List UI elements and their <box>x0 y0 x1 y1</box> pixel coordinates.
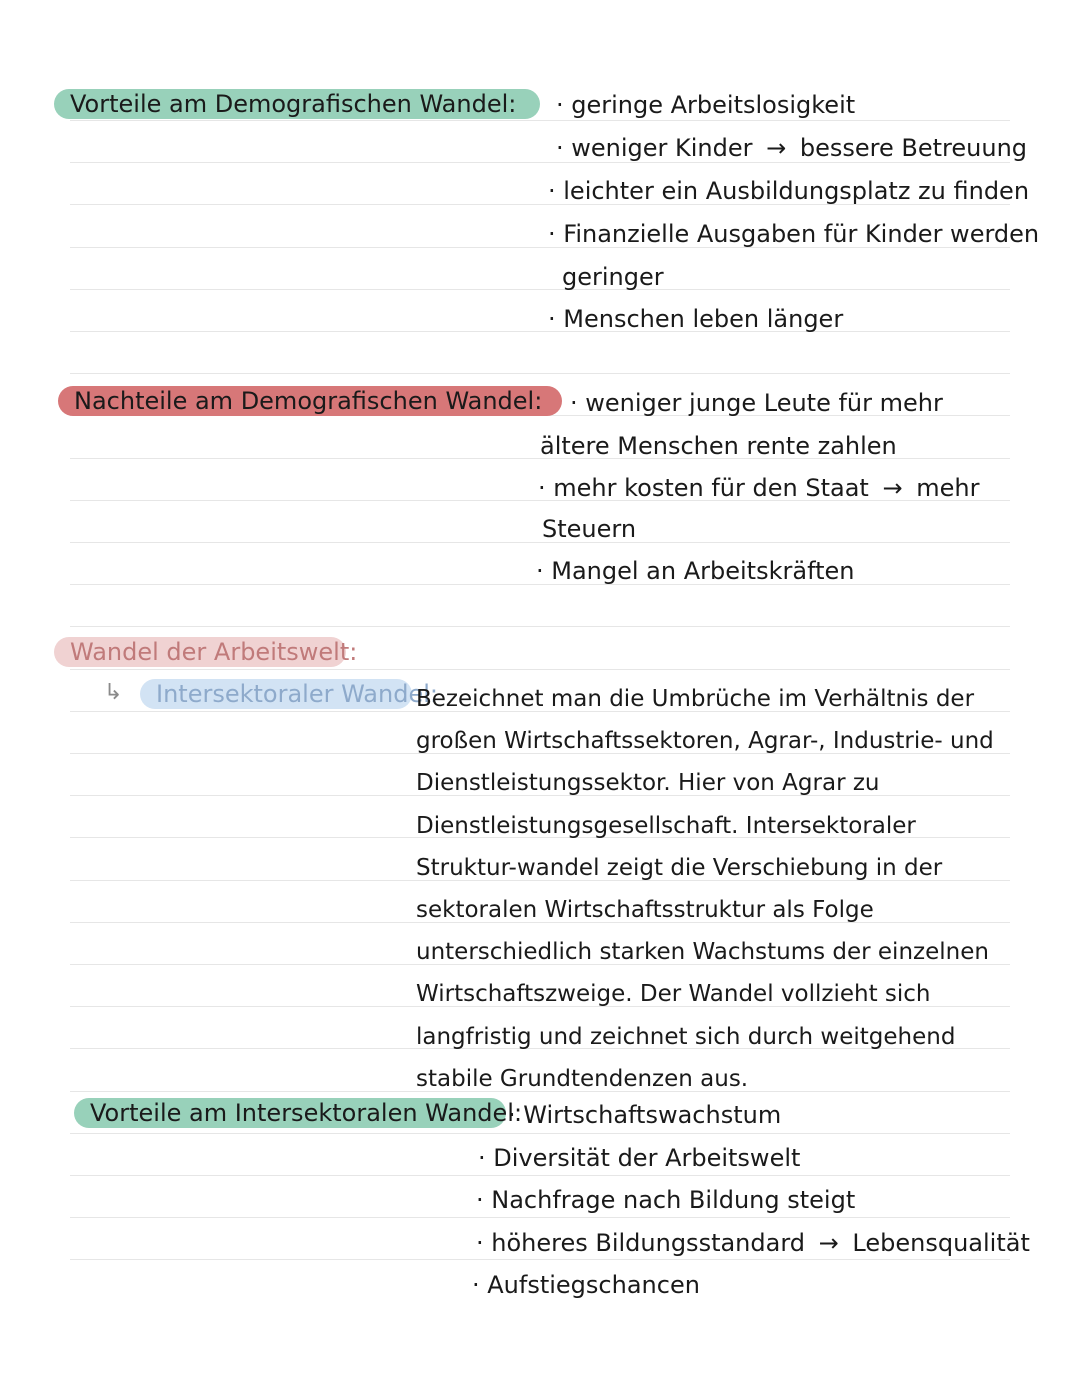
list-item-text: mehr <box>916 474 980 502</box>
list-item-text: · mehr kosten für den Staat <box>538 474 869 502</box>
list-item: Steuern <box>542 515 637 543</box>
list-item: · weniger junge Leute für mehr <box>570 389 943 417</box>
heading-intersektoral-vorteile: Vorteile am Intersektoralen Wandel: <box>74 1098 506 1128</box>
list-item-text: bessere Betreuung <box>799 134 1028 162</box>
arrow-right-icon: → <box>766 134 787 162</box>
list-item <box>556 133 1027 163</box>
ruled-line <box>70 331 1010 332</box>
ruled-line <box>70 120 1010 121</box>
list-item: · Diversität der Arbeitswelt <box>478 1144 801 1172</box>
list-item: · Wirtschaftswachstum <box>508 1101 782 1129</box>
heading-demografisch-vorteile: Vorteile am Demografischen Wandel: <box>54 89 540 119</box>
ruled-line <box>70 1217 1010 1218</box>
sub-arrow-icon: ↳ <box>104 680 123 705</box>
list-item <box>476 1228 1030 1258</box>
ruled-line <box>70 373 1010 374</box>
list-item <box>538 473 979 503</box>
heading-wandel-arbeitswelt: Wandel der Arbeitswelt: <box>54 637 346 667</box>
list-item: ältere Menschen rente zahlen <box>540 432 897 460</box>
list-item-text: Lebensqualität <box>852 1229 1030 1257</box>
ruled-line <box>70 289 1010 290</box>
definition-paragraph: Bezeichnet man die Umbrüche im Verhältnis der großen Wirtschaftssektoren, Agrar-, Industrie- und Dienstleistungssektor. Hier von Agrar zu Dienstleistungsgesellschaft. Intersektoraler Struktur-wandel zeigt die Verschiebung in der sektoralen Wirtschaftsstruktur als Folge unterschiedlich starken Wachstums der einzelnen Wirtschaftszweige. Der Wandel vollzieht sich langfristig und zeichnet sich durch weitgehend stabile Grundtendenzen aus. <box>416 686 994 1092</box>
list-item: · leichter ein Ausbildungsplatz zu finden <box>548 177 1030 205</box>
arrow-right-icon: → <box>882 474 903 502</box>
list-item: · Aufstiegschancen <box>472 1271 700 1299</box>
ruled-line <box>70 542 1010 543</box>
list-item-text: · höheres Bildungsstandard <box>476 1229 806 1257</box>
ruled-line <box>70 1133 1010 1134</box>
arrow-right-icon: → <box>818 1229 839 1257</box>
list-item-text: · weniger Kinder <box>556 134 753 162</box>
ruled-line <box>70 1259 1010 1260</box>
ruled-line <box>70 1175 1010 1176</box>
subheading-intersektoraler-wandel: Intersektoraler Wandel: <box>140 679 412 709</box>
list-item: · Mangel an Arbeitskräften <box>536 557 855 585</box>
list-item: · Finanzielle Ausgaben für Kinder werden <box>548 220 1040 248</box>
list-item: · geringe Arbeitslosigkeit <box>556 91 856 119</box>
heading-demografisch-nachteile: Nachteile am Demografischen Wandel: <box>58 386 562 416</box>
list-item: geringer <box>562 263 664 291</box>
ruled-line <box>70 669 1010 670</box>
list-item: · Menschen leben länger <box>548 305 844 333</box>
list-item: · Nachfrage nach Bildung steigt <box>476 1186 856 1214</box>
ruled-line <box>70 626 1010 627</box>
